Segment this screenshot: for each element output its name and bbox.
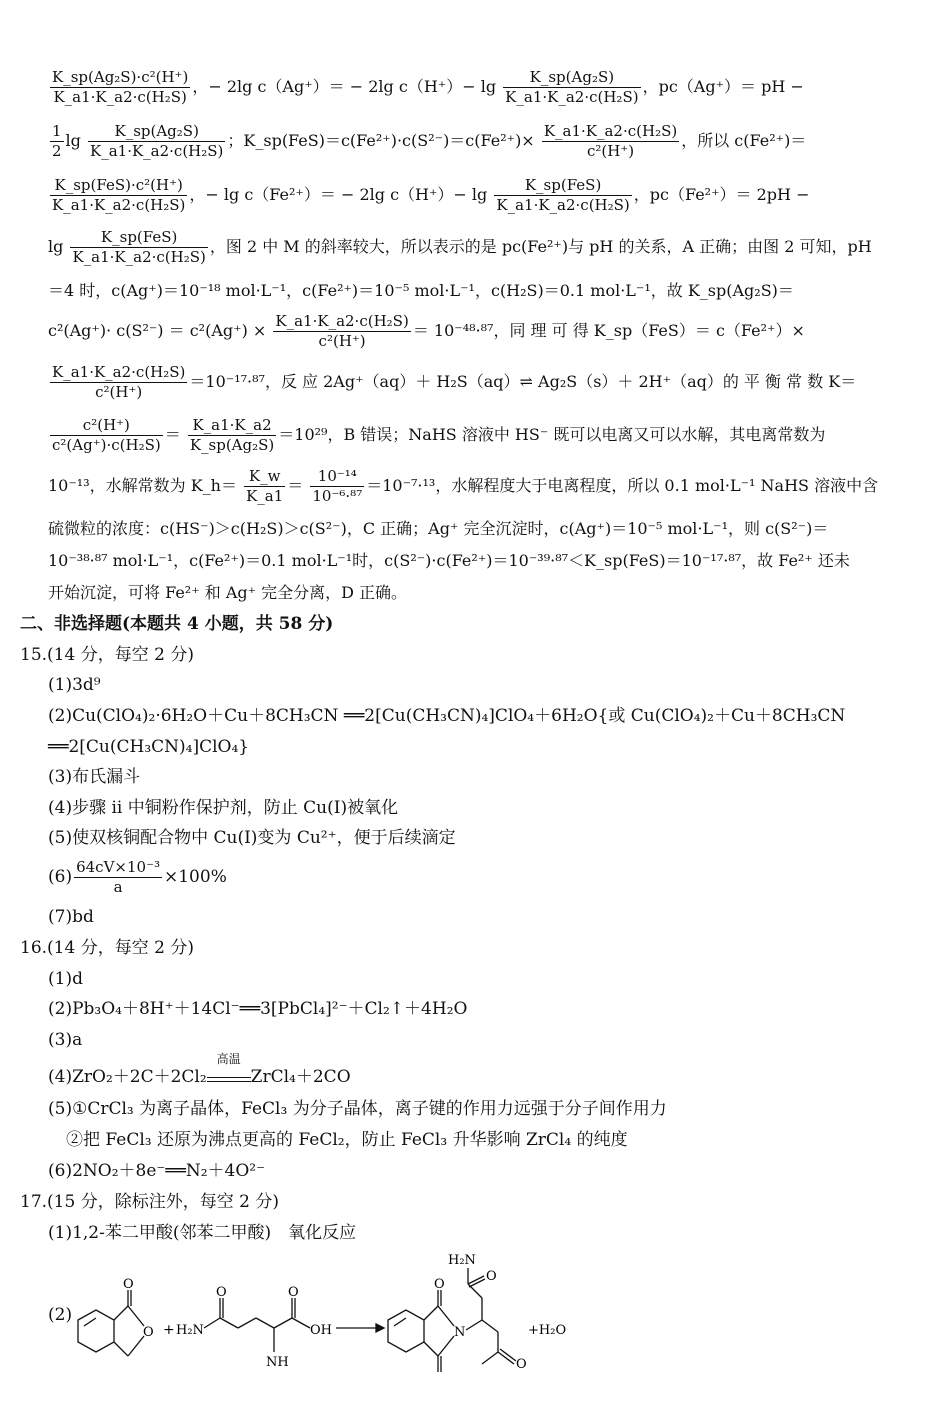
q15-answer-4: (4)步骤 ii 中铜粉作保护剂，防止 Cu(Ⅰ)被氧化 [48, 798, 399, 818]
q15-answer-3: (3)布氏漏斗 [48, 767, 141, 787]
explanation-line-6: c²(Ag⁺)· c(S²⁻) ＝ c²(Ag⁺) × $\frac{\text{K\_a1·K\_a2·c(H₂S)}}{\text{c²(H⁺)}}$ ＝ 10⁻⁴⁸·⁸⁷，同 理 可 得 K_sp（FeS）＝ c（Fe²⁺）× [48, 312, 805, 350]
product-o-top-label: O [434, 1277, 445, 1292]
fraction: $\frac{K\_w}{K\_a1}$ [246, 467, 284, 505]
water-product-label: +H₂O [528, 1323, 567, 1338]
acid-o-label: O [288, 1285, 299, 1300]
q15-answer-2: (2)Cu(ClO₄)₂·6H₂O＋Cu＋8CH₃CN ══2[Cu(CH₃CN)₄]ClO₄＋6H₂O{或 Cu(ClO₄)₂＋Cu＋8CH₃CN [48, 706, 846, 726]
fraction: $\frac{\text{K\_sp(Ag₂S)}}{\text{K\_a1·K\_a2·c(H₂S)}}$ [90, 122, 224, 160]
q17-answer-2-label: (2) [48, 1305, 73, 1325]
reaction-arrow: 高温 [207, 1068, 251, 1088]
explanation-line-8: $\frac{\text{c²(H⁺)}}{\text{c²(Ag⁺)·c(H₂S)}}$ ＝ $\frac{K\_a1\cdot K\_a2}{\text{K\_sp(Ag₂S)}}$ ＝10²⁹，B 错误；NaHS 溶液中 HS⁻ 既可以电离又可以水解，其电离常数为 [52, 416, 826, 454]
fraction: $\frac{\text{K\_a1·K\_a2·c(H₂S)}}{\text{c²(H⁺)}}$ [543, 122, 678, 160]
amine-label: H₂N [176, 1323, 204, 1338]
q15-answer-5: (5)使双核铜配合物中 Cu(Ⅰ)变为 Cu²⁺，便于后续滴定 [48, 828, 456, 848]
reaction-scheme-diagram [48, 1248, 648, 1418]
q16-answer-2: (2)Pb₃O₄＋8H⁺＋14Cl⁻══3[PbCl₄]²⁻＋Cl₂↑＋4H₂O [48, 999, 468, 1019]
fraction: $\frac{\text{K\_sp(Ag₂S)}}{\text{K\_a1·K\_a2·c(H₂S)}}$ [505, 68, 639, 106]
phthalic-anhydride-structure [78, 1290, 144, 1356]
product-structure [388, 1268, 516, 1372]
fraction: $\frac{\text{64cV×10⁻³}}{a}$ [76, 858, 160, 896]
q15-answer-6: (6) $\frac{\text{64cV×10⁻³}}{a}$ ×100% [48, 858, 227, 896]
explanation-line-10: 硫微粒的浓度：c(HS⁻)＞c(H₂S)＞c(S²⁻)，C 正确；Ag⁺ 完全沉淀时，c(Ag⁺)＝10⁻⁵ mol·L⁻¹，则 c(S²⁻)＝ [48, 519, 829, 538]
fraction: $\frac{\text{K\_sp(Ag₂S)·c²(H⁺)}}{\text{K\_a1·K\_a2·c(H₂S)}}$ [52, 68, 189, 106]
q16-answer-1: (1)d [48, 969, 83, 989]
q16-answer-5b: ②把 FeCl₃ 还原为沸点更高的 FeCl₂，防止 FeCl₃ 升华影响 ZrCl₄ 的纯度 [66, 1130, 628, 1150]
fraction: $\frac{1}{2}$ [52, 122, 62, 160]
q17-answer-1: (1)1,2-苯二甲酸(邻苯二甲酸) 氧化反应 [48, 1223, 357, 1243]
hydroxyl-label: OH [310, 1323, 332, 1338]
explanation-line-12: 开始沉淀，可将 Fe²⁺ 和 Ag⁺ 完全分离，D 正确。 [48, 583, 408, 602]
fraction: $\frac{\text{10⁻¹⁴}}{\text{10⁻⁶·⁸⁷}}$ [312, 467, 363, 505]
fraction: $\frac{\text{K\_sp(FeS)·c²(H⁺)}}{\text{K\_a1·K\_a2·c(H₂S)}}$ [52, 176, 186, 214]
q15-answer-1: (1)3d⁹ [48, 675, 101, 695]
explanation-line-9: 10⁻¹³，水解常数为 K_h＝ $\frac{K\_w}{K\_a1}$ ＝ $\frac{\text{10⁻¹⁴}}{\text{10⁻⁶·⁸⁷}}$ ＝10⁻⁷·¹³，水解程度大于电离程度，所以 0.1 mol·L⁻¹ NaHS 溶液中含 [48, 467, 879, 505]
fraction: $\frac{\text{c²(H⁺)}}{\text{c²(Ag⁺)·c(H₂S)}}$ [52, 416, 161, 454]
explanation-line-4: lg $\frac{\text{K\_sp(FeS)}}{\text{K\_a1·K\_a2·c(H₂S)}}$ ，图 2 中 M 的斜率较大，所以表示的是 pc(Fe²⁺)与 pH 的关系，A 正确；由图 2 可知，pH [48, 228, 872, 266]
fraction: $\frac{\text{K\_sp(FeS)}}{\text{K\_a1·K\_a2·c(H₂S)}}$ [72, 228, 206, 266]
fraction: $\frac{\text{K\_a1·K\_a2·c(H₂S)}}{\text{c²(H⁺)}}$ [275, 312, 409, 350]
q16-heading: 16.(14 分，每空 2 分) [20, 938, 194, 958]
q15-answer-2-cont: ══2[Cu(CH₃CN)₄]ClO₄} [48, 737, 250, 757]
q16-answer-5: (5)①CrCl₃ 为离子晶体，FeCl₃ 为分子晶体，离子键的作用力远强于分子间作用力 [48, 1099, 667, 1119]
reaction-arrow [336, 1324, 384, 1332]
ring-o-label: O [143, 1325, 154, 1340]
explanation-line-11: 10⁻³⁸·⁸⁷ mol·L⁻¹，c(Fe²⁺)＝0.1 mol·L⁻¹时，c(S²⁻)·c(Fe²⁺)＝10⁻³⁹·⁸⁷＜K_sp(FeS)＝10⁻¹⁷·⁸⁷，故 Fe²⁺ 还未 [48, 551, 850, 570]
q15-heading: 15.(14 分，每空 2 分) [20, 645, 194, 665]
explanation-line-3: $\frac{\text{K\_sp(FeS)·c²(H⁺)}}{\text{K\_a1·K\_a2·c(H₂S)}}$ ，− lg c（Fe²⁺）＝ − 2lg c（H⁺）− lg $\frac{\text{K\_sp(FeS)}}{\text{K\_a1·K\_a2·c(H₂S)}}$ ，pc（Fe²⁺）＝ 2pH − [52, 176, 810, 214]
q16-answer-6: (6)2NO₂＋8e⁻══N₂＋4O²⁻ [48, 1161, 266, 1181]
glutamine-structure [204, 1298, 310, 1352]
fraction: $\frac{\text{K\_sp(FeS)}}{\text{K\_a1·K\_a2·c(H₂S)}}$ [496, 176, 630, 214]
carbonyl-o-label: O [123, 1277, 134, 1292]
product-ring-o-label: O [516, 1357, 527, 1372]
plus-sign: + [163, 1322, 175, 1338]
explanation-line-1: $\frac{\text{K\_sp(Ag₂S)·c²(H⁺)}}{\text{K\_a1·K\_a2·c(H₂S)}}$ ，− 2lg c（Ag⁺）＝ − 2lg c（H⁺）− lg $\frac{\text{K\_sp(Ag₂S)}}{\text{K\_a1·K\_a2·c(H₂S)}}$ ，pc（Ag⁺）＝ pH − [52, 68, 804, 106]
q16-answer-3: (3)a [48, 1030, 83, 1050]
product-amide-o-label: O [486, 1269, 497, 1284]
product-amine-label: H₂N [448, 1253, 476, 1268]
explanation-line-5: ＝4 时，c(Ag⁺)＝10⁻¹⁸ mol·L⁻¹，c(Fe²⁺)＝10⁻⁵ mol·L⁻¹，c(H₂S)＝0.1 mol·L⁻¹，故 K_sp(Ag₂S)＝ [48, 281, 794, 300]
explanation-line-2: $\frac{1}{2}$ lg $\frac{\text{K\_sp(Ag₂S)}}{\text{K\_a1·K\_a2·c(H₂S)}}$ ；K_sp(FeS)＝c(Fe²⁺)·c(S²⁻)＝c(Fe²⁺)× $\frac{\text{K\_a1·K\_a2·c(H₂S)}}{\text{c²(H⁺)}}$ ，所以 c(Fe²⁺)＝ [52, 122, 807, 160]
q16-answer-4: (4)ZrO₂＋2C＋2Cl₂ 高温 ZrCl₄＋2CO [48, 1052, 351, 1087]
section-title: 二、非选择题(本题共 4 小题，共 58 分) [20, 614, 334, 634]
imide-n-label: N [454, 1325, 466, 1340]
fraction: $\frac{K\_a1\cdot K\_a2}{\text{K\_sp(Ag₂S)}}$ [189, 416, 275, 454]
q17-heading: 17.(15 分，除标注外，每空 2 分) [20, 1192, 279, 1212]
q15-answer-7: (7)bd [48, 907, 94, 927]
nh-label: NH [266, 1355, 289, 1370]
explanation-line-7: $\frac{\text{K\_a1·K\_a2·c(H₂S)}}{\text{c²(H⁺)}}$ ＝10⁻¹⁷·⁸⁷，反 应 2Ag⁺（aq）＋ H₂S（aq）⇌ Ag₂S（s）＋ 2H⁺（aq）的 平 衡 常 数 K＝ [52, 363, 857, 401]
fraction: $\frac{\text{K\_a1·K\_a2·c(H₂S)}}{\text{c²(H⁺)}}$ [52, 363, 186, 401]
amide-o-label: O [216, 1285, 227, 1300]
